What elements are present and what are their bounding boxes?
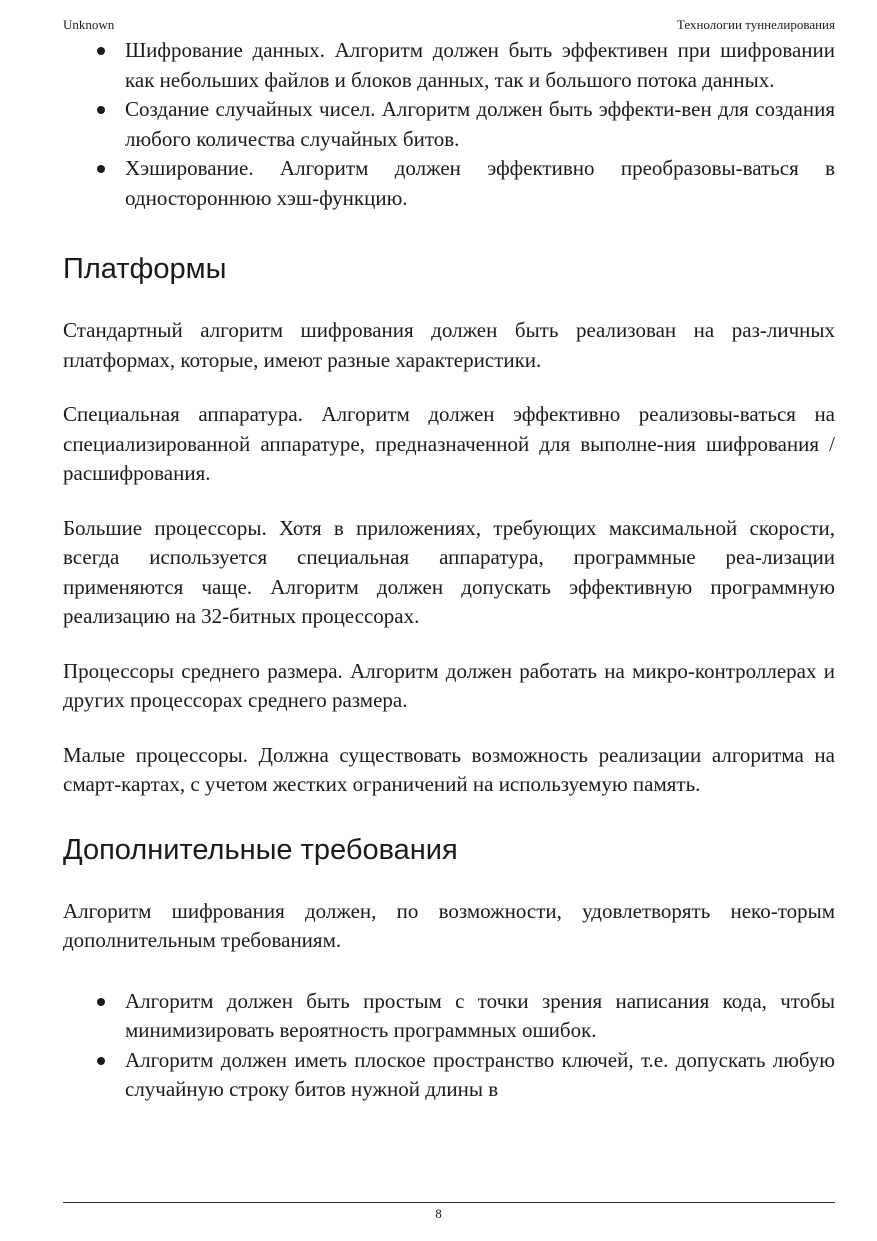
intro-bullet-list: [63, 36, 835, 213]
list-item-text: Хэширование. Алгоритм должен эффективно преобразовы-ваться в одностороннюю хэш-функцию.: [125, 156, 835, 210]
page-header: [63, 16, 835, 34]
list-item: [63, 36, 835, 95]
list-item: [63, 95, 835, 154]
list-item-text: Шифрование данных. Алгоритм должен быть эффективен при шифровании как небольших файлов и блоков данных, так и большого потока данных.: [125, 38, 835, 92]
list-item: [63, 154, 835, 213]
paragraph: Малые процессоры. Должна существовать возможность реализации алгоритма на смарт-картах, с учетом жестких ограничений на используемую память.: [63, 742, 835, 796]
section-heading-platforms: Платформы: [63, 253, 227, 285]
paragraph: Алгоритм шифрования должен, по возможности, удовлетворять неко-торым дополнительным требованиям.: [63, 898, 835, 952]
paragraph: Специальная аппаратура. Алгоритм должен эффективно реализовы-ваться на специализированной аппаратуре, предназначенной для выполне-ния шифрования / расшифрования.: [63, 402, 835, 485]
list-item-text: Алгоритм должен быть простым с точки зрения написания кода, чтобы минимизировать вероятность программных ошибок.: [125, 988, 835, 1042]
header-right-text: Технологии туннелирования: [676, 17, 835, 32]
list-item-text: Создание случайных чисел. Алгоритм должен быть эффекти-вен для создания любого количества случайных битов.: [125, 97, 835, 151]
document-content: [63, 36, 835, 1105]
paragraph: Большие процессоры. Хотя в приложениях, требующих максимальной скорости, всегда используется специальная аппаратура, программные реа-лизации применяются чаще. Алгоритм должен допускать эффективную программную реализацию на 32-битных процессорах.: [63, 515, 835, 628]
footer-divider: [63, 1202, 835, 1203]
requirements-bullet-list: [63, 987, 835, 1105]
paragraph: Стандартный алгоритм шифрования должен быть реализован на раз-личных платформах, которые, имеют разные характеристики.: [63, 318, 835, 372]
bullet-icon: [97, 1057, 105, 1065]
list-item: [63, 1046, 835, 1105]
list-item: [63, 987, 835, 1046]
bullet-icon: [97, 47, 105, 55]
list-item-text: Алгоритм должен иметь плоское пространство ключей, т.е. допускать любую случайную строку битов нужной длины в: [125, 1047, 835, 1101]
header-left-text: Unknown: [63, 17, 115, 32]
page-number: 8: [435, 1206, 442, 1221]
bullet-icon: [97, 998, 105, 1006]
paragraph: Процессоры среднего размера. Алгоритм должен работать на микро-контроллерах и других процессорах среднего размера.: [63, 658, 835, 712]
bullet-icon: [97, 165, 105, 173]
bullet-icon: [97, 106, 105, 114]
section-heading-additional-requirements: Дополнительные требования: [63, 833, 458, 866]
